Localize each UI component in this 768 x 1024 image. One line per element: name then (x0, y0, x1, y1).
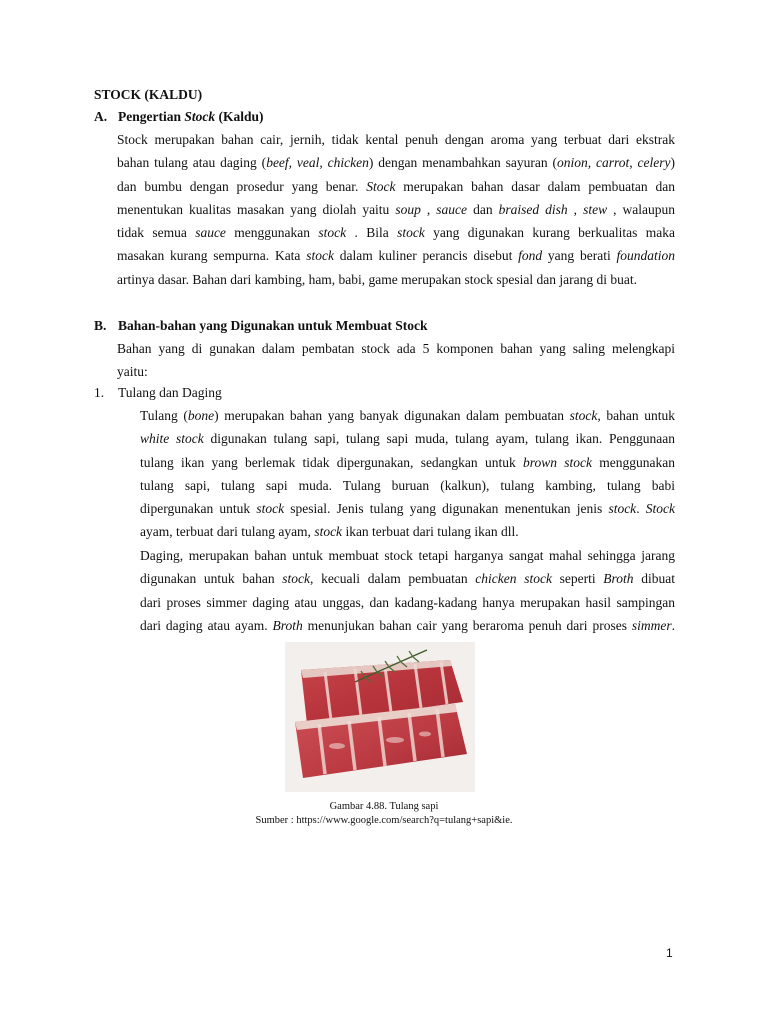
italic-term: beef, veal, chicken (266, 155, 369, 171)
italic-term: Stock (645, 501, 676, 517)
text-segment: . Bila (346, 225, 398, 241)
text-segment: . (636, 501, 646, 517)
text-line (140, 427, 675, 450)
text-line (140, 451, 675, 474)
text-line: yaitu: (117, 364, 148, 380)
text-line: Daging, merupakan bahan untuk membuat stock tetapi harganya sangat mahal sehingga jarang (140, 548, 675, 563)
figure-caption: Gambar 4.88. Tulang sapi (329, 801, 439, 812)
text-segment: ikan terbuat dari tulang ikan dll. (342, 524, 519, 540)
text-segment: dan (467, 201, 499, 217)
text-segment: , (420, 201, 437, 217)
text-line: Bahan yang di gunakan dalam pembatan stock ada 5 komponen bahan yang saling melengkapi (117, 341, 675, 356)
text-segment: dari daging atau ayam. (140, 617, 273, 633)
text-segment: ayam, terbuat dari tulang ayam, (140, 524, 315, 540)
section-a-heading-post: (Kaldu) (215, 109, 264, 124)
text-line (140, 614, 675, 637)
italic-term: stock (608, 501, 637, 517)
text-line: tulang sapi, tulang sapi muda. Tulang buruan (kalkun), tulang kambing, tulang babi (140, 477, 675, 493)
text-line (140, 567, 675, 590)
italic-term: stock (314, 524, 343, 540)
italic-term: Stock (366, 178, 396, 194)
text-segment: menggunakan (592, 454, 675, 470)
italic-term: Broth (603, 571, 634, 587)
text-segment: menentukan kualitas masakan yang diolah yaitu (117, 201, 396, 217)
italic-term: stock (569, 408, 598, 423)
italic-term: brown stock (522, 454, 592, 470)
text-segment: yang digunakan kurang berkualitas maka (424, 225, 675, 241)
section-a-heading-em: Stock (184, 109, 216, 124)
text-segment: . (671, 617, 676, 633)
italic-term: chicken stock (475, 571, 552, 587)
italic-term: stock (282, 571, 311, 587)
text-segment: , kecuali dalam pembuatan (310, 571, 476, 587)
text-line (117, 175, 675, 198)
text-segment: , bahan untuk (597, 408, 676, 423)
text-line (117, 221, 675, 244)
beef-ribs-image (285, 642, 475, 792)
text-segment: digunakan untuk bahan (140, 571, 283, 587)
text-segment: ) dengan menambahkan sayuran ( (368, 155, 558, 171)
text-segment: dipergunakan untuk (140, 501, 257, 517)
text-segment: masakan kurang sempurna. Kata (117, 248, 307, 264)
text-segment: dan bumbu dengan prosedur yang benar. (117, 178, 367, 194)
italic-term: onion, carrot, celery (557, 155, 671, 171)
figure-source: Sumber : https://www.google.com/search?q=tulang+sapi&ie. (255, 815, 513, 826)
italic-term: fond (518, 248, 543, 264)
section-b-heading-text: Bahan-bahan yang Digunakan untuk Membuat Stock (118, 318, 428, 333)
section-b-marker: B. (94, 318, 107, 333)
text-line: Stock merupakan bahan cair, jernih, tidak kental penuh dengan aroma yang terbuat dari ekstrak (117, 132, 675, 147)
section-b-heading (94, 318, 427, 334)
text-segment: Tulang ( (140, 408, 188, 423)
italic-term: white stock (140, 431, 204, 447)
text-line: dari proses simmer daging atau unggas, dan kadang-kadang hanya merupakan hasil sampingan (140, 594, 675, 610)
text-line (140, 520, 675, 543)
text-segment: spesial. Jenis tulang yang digunakan menentukan jenis (284, 501, 609, 517)
text-segment: menunjukan bahan cair yang beraroma penuh dari proses (302, 617, 632, 633)
section-a-heading-pre: Pengertian (118, 109, 185, 124)
list-item-1-label: Tulang dan Daging (118, 385, 222, 400)
text-segment: tulang ikan yang berlemak tidak dipergunakan, sedangkan untuk (140, 454, 523, 470)
document-title: STOCK (KALDU) (94, 87, 203, 102)
text-segment: menggunakan (225, 225, 319, 241)
italic-term: Broth (272, 617, 303, 633)
text-segment: yang berati (542, 248, 617, 264)
italic-term: braised dish (498, 201, 568, 217)
italic-term: sauce (436, 201, 468, 217)
text-segment: , (567, 201, 584, 217)
paragraph-bone (140, 404, 675, 544)
paragraph-ingredients-intro (117, 337, 675, 384)
text-line (140, 404, 675, 427)
list-item-1-heading (94, 385, 222, 401)
text-line (117, 198, 675, 221)
paragraph-stock-definition (117, 128, 675, 291)
text-segment: bahan tulang atau daging ( (117, 155, 267, 171)
text-segment: dibuat (633, 571, 675, 587)
text-segment: , walaupun (607, 201, 676, 217)
text-segment: digunakan tulang sapi, tulang sapi muda, tulang ayam, tulang ikan. Penggunaan (203, 431, 675, 447)
text-segment: tidak semua (117, 225, 196, 241)
italic-term: stock (256, 501, 285, 517)
text-line (140, 497, 675, 520)
text-segment: merupakan bahan dasar dalam pembuatan dan (395, 178, 675, 194)
text-line (117, 151, 675, 174)
text-segment: dalam kuliner perancis disebut (333, 248, 519, 264)
italic-term: soup (395, 201, 421, 217)
page-number: 1 (666, 946, 673, 960)
italic-term: simmer (631, 617, 672, 633)
text-segment: ) (670, 155, 675, 171)
italic-term: bone (187, 408, 215, 423)
text-segment: ) merupakan bahan yang banyak digunakan dalam pembuatan (214, 408, 570, 423)
italic-term: stock (397, 225, 425, 241)
text-segment: seperti (551, 571, 604, 587)
italic-term: stock (306, 248, 334, 264)
text-line (117, 244, 675, 267)
section-a-marker: A. (94, 109, 108, 124)
italic-term: foundation (616, 248, 675, 264)
italic-term: stew (583, 201, 608, 217)
paragraph-meat (140, 544, 675, 637)
section-a-heading (94, 109, 264, 125)
italic-term: stock (318, 225, 347, 241)
italic-term: sauce (195, 225, 226, 241)
list-item-1-marker: 1. (94, 385, 105, 400)
beef-ribs-photo (285, 642, 475, 792)
text-line: artinya dasar. Bahan dari kambing, ham, babi, game merupakan stock spesial dan jarang di buat. (117, 271, 637, 287)
